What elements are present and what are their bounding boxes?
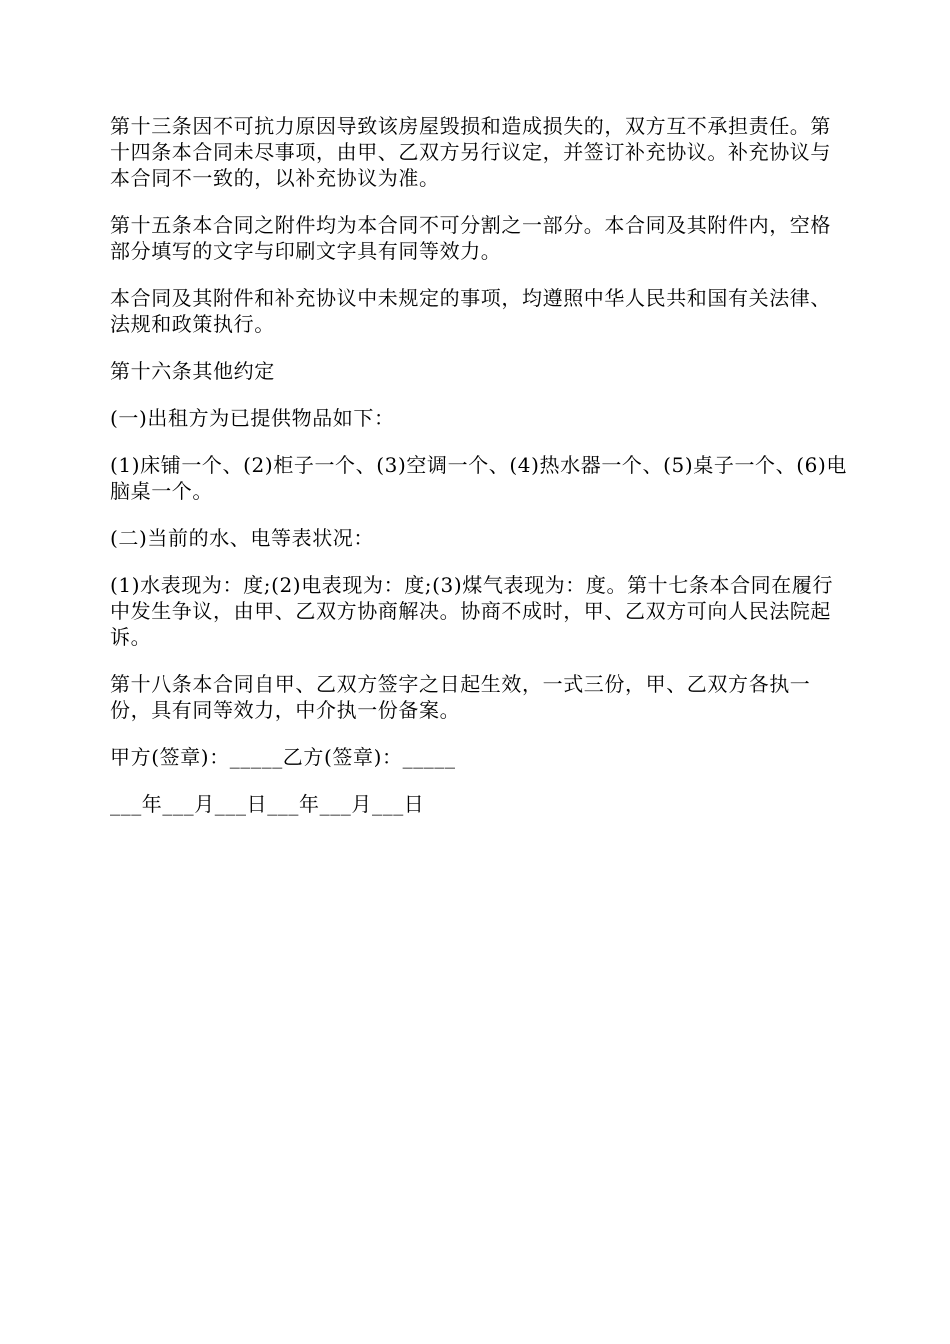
paragraph-article-16-heading: 第十六条其他约定 (110, 359, 275, 383)
date-line: ___年___月___日___年___月___日 (110, 792, 425, 816)
paragraph-provided-items-list: (1)床铺一个、(2)柜子一个、(3)空调一个、(4)热水器一个、(5)桌子一个、(6)电脑桌一个。 (110, 453, 847, 503)
paragraph-article-15: 第十五条本合同之附件均为本合同不可分割之一部分。本合同及其附件内，空格部分填写的文字与印刷文字具有同等效力。 (110, 213, 831, 263)
paragraph-article-18: 第十八条本合同自甲、乙双方签字之日起生效，一式三份，甲、乙双方各执一份，具有同等效力，中介执一份备案。 (110, 672, 811, 722)
paragraph-meter-status-heading: (二)当前的水、电等表状况： (110, 526, 375, 550)
paragraph-article-13-14: 第十三条因不可抗力原因导致该房屋毁损和造成损失的，双方互不承担责任。第十四条本合同未尽事项，由甲、乙双方另行议定，并签订补充协议。补充协议与本合同不一致的，以补充协议为准。 (110, 114, 831, 190)
paragraph-provided-items-heading: (一)出租方为已提供物品如下： (110, 406, 395, 430)
paragraph-meter-readings-article-17: (1)水表现为：度;(2)电表现为：度;(3)煤气表现为：度。第十七条本合同在履行中发生争议，由甲、乙双方协商解决。协商不成时，甲、乙双方可向人民法院起诉。 (110, 573, 834, 649)
paragraph-applicable-law: 本合同及其附件和补充协议中未规定的事项，均遵照中华人民共和国有关法律、法规和政策执行。 (110, 286, 831, 336)
signature-line: 甲方(签章)：_____乙方(签章)：_____ (110, 745, 456, 769)
document-page (110, 113, 850, 838)
